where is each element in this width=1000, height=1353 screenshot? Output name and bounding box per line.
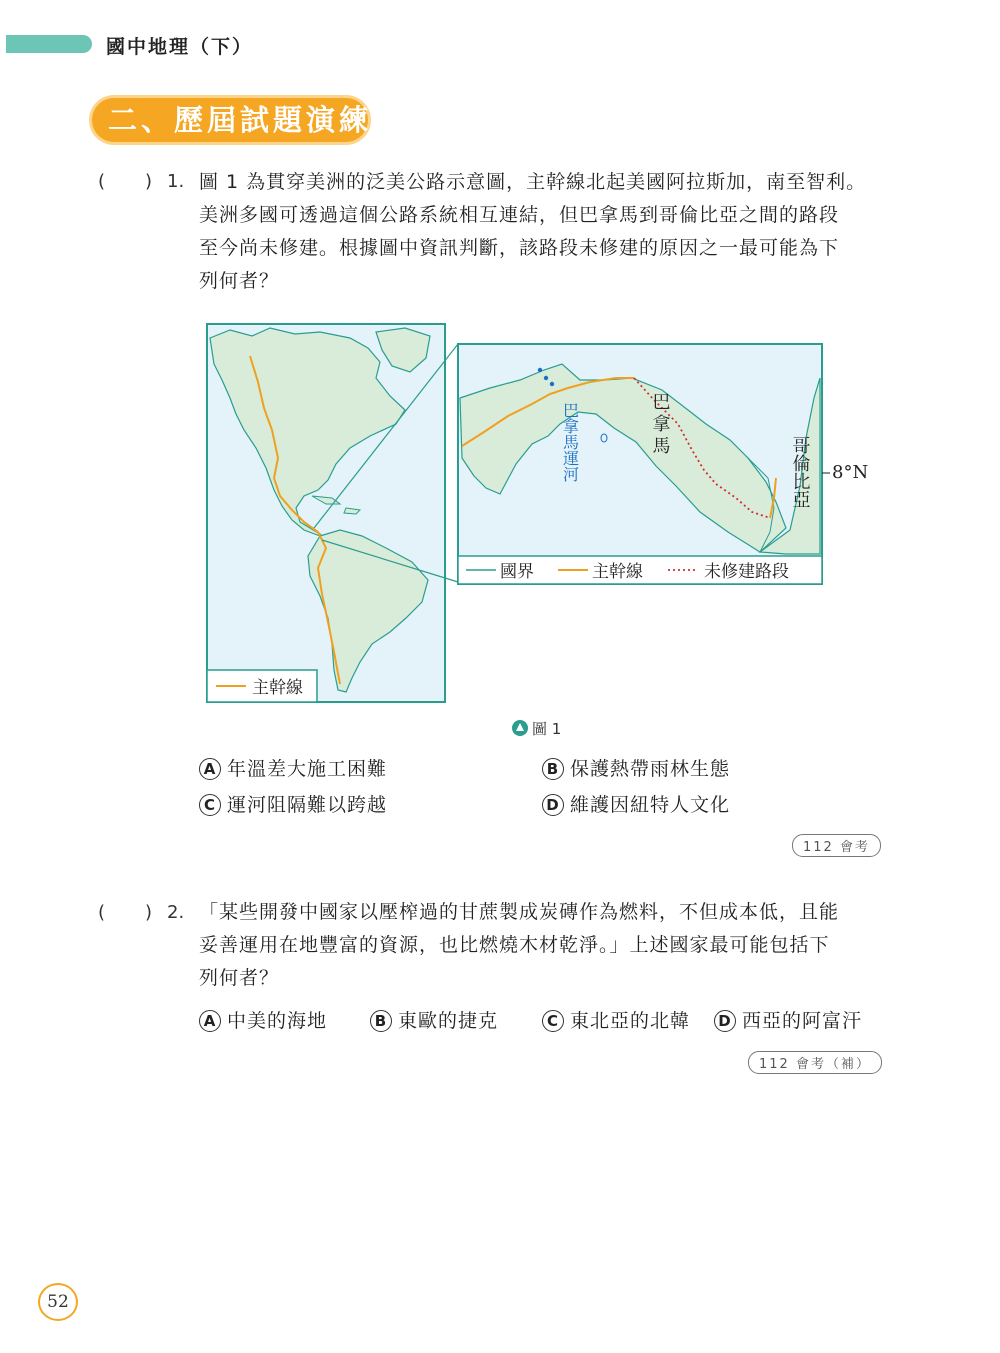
legend-border-label: 國界	[500, 562, 534, 582]
option-d[interactable]	[542, 790, 730, 817]
question-text-line: 圖 1 為貫穿美洲的泛美公路示意圖，主幹線北起美國阿拉斯加，南至智利。	[199, 171, 867, 193]
option-letter: C	[199, 794, 221, 816]
option-text: 保護熱帶雨林生態	[570, 758, 731, 780]
option-text: 年溫差大施工困難	[227, 758, 388, 780]
panama-label: 巴拿馬	[649, 392, 671, 458]
option-text: 西亞的阿富汗	[742, 1010, 863, 1032]
option-letter: B	[370, 1010, 392, 1032]
option-letter: A	[199, 1010, 221, 1032]
colombia-label: 哥倫比亞	[789, 436, 811, 508]
canal-point	[544, 376, 548, 380]
answer-paren-open: (	[98, 902, 106, 923]
question-text-line: 妥善運用在地豐富的資源，也比燃燒木材乾淨。」上述國家最可能包括下	[199, 934, 830, 956]
option-text: 運河阻隔難以跨越	[227, 794, 388, 816]
book-title: 國中地理（下）	[106, 36, 254, 58]
option-c[interactable]	[542, 1006, 690, 1033]
question-text-line: 列何者？	[199, 270, 280, 292]
canal-point	[538, 368, 542, 372]
option-text: 中美的海地	[227, 1010, 328, 1032]
latitude-label: 8°N	[832, 462, 869, 483]
answer-paren-close: )	[145, 171, 153, 192]
figure-caption	[512, 718, 561, 739]
answer-paren-open: (	[98, 171, 106, 192]
legend-unbuilt-label: 未修建路段	[704, 562, 789, 582]
option-b[interactable]	[370, 1006, 498, 1033]
question-text-line: 「某些開發中國家以壓榨過的甘蔗製成炭磚作為燃料，不但成本低，且能	[199, 901, 840, 923]
legend-main-label: 主幹線	[592, 562, 643, 582]
canal-point	[550, 382, 554, 386]
option-d[interactable]	[714, 1006, 862, 1033]
caption-triangle-icon	[512, 720, 528, 736]
option-letter: D	[714, 1010, 736, 1032]
option-a[interactable]	[199, 1006, 327, 1033]
option-letter: C	[542, 1010, 564, 1032]
option-b[interactable]	[542, 754, 730, 781]
question-text-line: 列何者？	[199, 967, 280, 989]
canal-label: 巴拿馬運河	[560, 402, 580, 482]
option-c[interactable]	[199, 790, 387, 817]
option-letter: B	[542, 758, 564, 780]
figure-pan-american-highway	[200, 318, 830, 710]
header-accent-bar	[6, 35, 92, 53]
section-title: 二、歷屆試題演練	[108, 103, 373, 137]
question-number: 2.	[167, 902, 185, 923]
option-letter: D	[542, 794, 564, 816]
option-text: 東歐的捷克	[398, 1010, 499, 1032]
question-number: 1.	[167, 171, 185, 192]
option-a[interactable]	[199, 754, 387, 781]
exam-source-tag: 112 會考（補）	[748, 1051, 882, 1074]
option-letter: A	[199, 758, 221, 780]
option-text: 維護因紐特人文化	[570, 794, 731, 816]
answer-paren-close: )	[145, 902, 153, 923]
exam-source-tag: 112 會考	[792, 834, 881, 857]
americas-legend-label: 主幹線	[252, 678, 303, 698]
page-number: 52	[38, 1283, 78, 1321]
option-text: 東北亞的北韓	[570, 1010, 691, 1032]
figure-caption-text: 圖 1	[532, 720, 562, 738]
question-text-line: 美洲多國可透過這個公路系統相互連結，但巴拿馬到哥倫比亞之間的路段	[199, 204, 840, 226]
question-text-line: 至今尚未修建。根據圖中資訊判斷，該路段未修建的原因之一最可能為下	[199, 237, 840, 259]
